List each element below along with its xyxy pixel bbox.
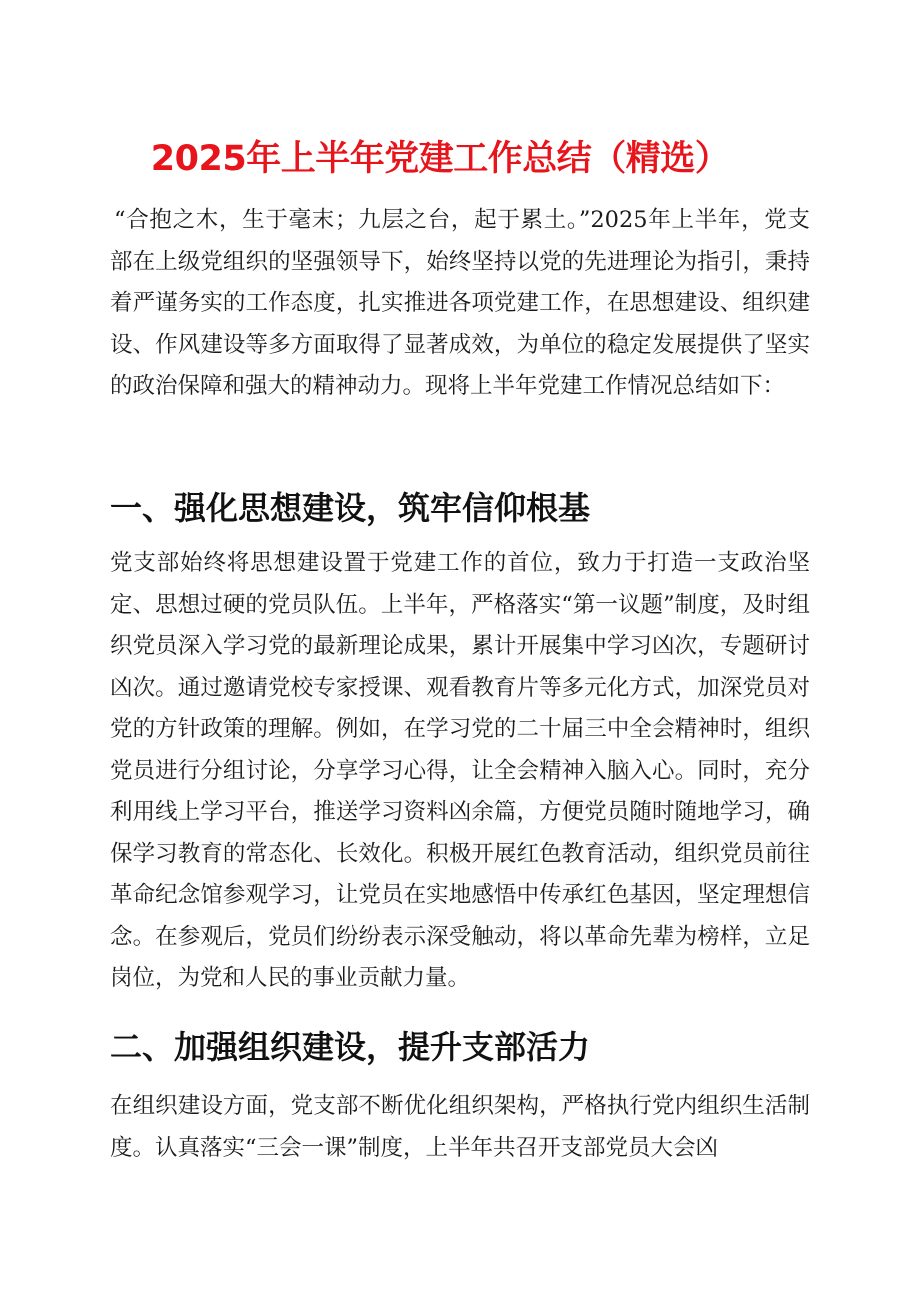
section-1-heading: 一、强化思想建设，筑牢信仰根基 [110, 489, 591, 527]
section-2-heading: 二、加强组织建设，提升支部活力 [110, 1028, 591, 1066]
section-1-paragraph: 党支部始终将思想建设置于党建工作的首位，致力于打造一支政治坚定、思想过硬的党员队伍。上半年，严格落实“第一议题”制度，及时组织党员深入学习党的最新理论成果，累计开展集中学习凶次，专题研讨凶次。通过邀请党校专家授课、观看教育片等多元化方式，加深党员对党的方针政策的理解。例如，在学习党的二十届三中全会精神时，组织党员进行分组讨论，分享学习心得，让全会精神入脑入心。同时，充分利用线上学习平台，推送学习资料凶余篇，方便党员随时随地学习，确保学习教育的常态化、长效化。积极开展红色教育活动，组织党员前往革命纪念馆参观学习，让党员在实地感悟中传承红色基因，坚定理想信念。在参观后，党员们纷纷表示深受触动，将以革命先辈为榜样，立足岗位，为党和人民的事业贡献力量。 [110, 550, 810, 991]
intro-paragraph: “合抱之木，生于毫末；九层之台，起于累土。”2025年上半年，党支部在上级党组织的坚强领导下，始终坚持以党的先进理论为指引，秉持着严谨务实的工作态度，扎实推进各项党建工作，在思想建设、组织建设、作风建设等多方面取得了显著成效，为单位的稳定发展提供了坚实的政治保障和强大的精神动力。现将上半年党建工作情况总结如下： [110, 207, 810, 399]
document-title: 2025年上半年党建工作总结（精选） [150, 139, 730, 179]
section-2-paragraph: 在组织建设方面，党支部不断优化组织架构，严格执行党内组织生活制度。认真落实“三会一课”制度，上半年共召开支部党员大会凶 [110, 1093, 810, 1161]
